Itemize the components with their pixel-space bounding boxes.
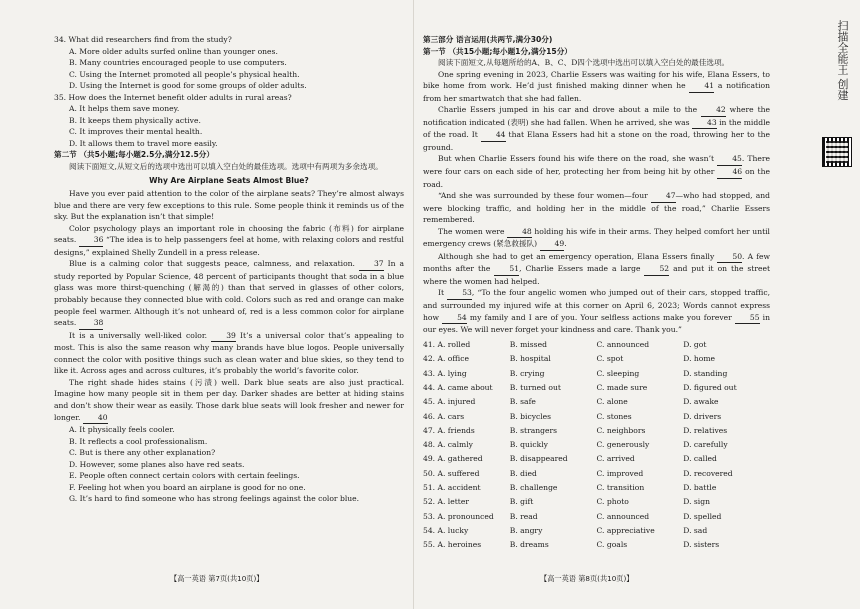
page-7-footer: 【高一英语 第7页(共10页)】 <box>170 574 264 583</box>
option-cell: C. sleeping <box>596 368 640 378</box>
option-cell: B. read <box>509 511 538 521</box>
blank-49: 49 <box>540 238 565 251</box>
cloze-options-table <box>423 338 770 552</box>
choice-d: D. However, some planes also have red seats. <box>69 459 245 469</box>
option-cell: 44. A. came about <box>423 382 493 392</box>
option-cell: C. arrived <box>596 454 635 464</box>
option-cell: 51. A. accident <box>423 483 481 493</box>
paragraph-3: Blue is a calming color that suggests peace, calmness, and relaxation. 37 In a study reported by Popular Science, 48 percent of participants thought that soda in a blue glass was more thirst-quenching (解渴的) than that served in glasses of other colors, probably because they connected blue with cold. Colors such as red and orange can make people feel warmer. Although it’s not unheard of, red is a less common color for airplane seats. 38 <box>54 258 404 329</box>
option-cell: 52. A. letter <box>423 497 469 507</box>
option-row <box>423 352 770 366</box>
blank-45: 45 <box>717 153 742 166</box>
option-row <box>423 338 770 352</box>
option-cell: B. missed <box>509 340 547 350</box>
option-cell: B. challenge <box>509 483 558 493</box>
option-cell: D. home <box>683 354 716 364</box>
q34-option-b: B. Many countries encouraged people to use computers. <box>69 58 287 68</box>
blank-51: 51 <box>494 263 519 276</box>
option-cell: 55. A. heroines <box>423 540 482 550</box>
option-cell: 49. A. gathered <box>423 454 483 464</box>
cloze-paragraph-3: But when Charlie Essers found his wife there on the road, she wasn’t 45. There were four cars on each side of her, protecting her from being hit by other 46 on the road. <box>423 154 770 189</box>
page-8-footer: 【高一英语 第8页(共10页)】 <box>540 574 634 583</box>
option-cell: 47. A. friends <box>423 425 475 435</box>
option-row <box>423 538 770 552</box>
option-cell: B. strangers <box>509 425 558 435</box>
option-cell: D. sign <box>683 497 710 507</box>
blank-50: 50 <box>717 251 742 264</box>
option-cell: 54. A. lucky <box>423 525 469 535</box>
option-cell: B. quickly <box>509 440 548 450</box>
blank-55: 55 <box>735 312 760 325</box>
option-cell: B. dreams <box>509 540 549 550</box>
option-cell: 45. A. injured <box>423 397 476 407</box>
option-cell: C. generously <box>596 440 650 450</box>
blank-52: 52 <box>644 263 669 276</box>
option-cell: B. crying <box>509 368 545 378</box>
blank-37: 37 <box>359 258 384 271</box>
choice-f: F. Feeling hot when you board an airplane is good for no one. <box>69 482 306 492</box>
blank-41: 41 <box>689 80 714 93</box>
option-cell: C. announced <box>596 340 650 350</box>
scanner-watermark: 扫描全能王 创建 <box>836 20 849 101</box>
blank-36: 36 <box>79 234 104 247</box>
option-cell: 48. A. calmly <box>423 440 473 450</box>
choice-b: B. It reflects a cool professionalism. <box>69 436 208 446</box>
blank-46: 46 <box>717 166 742 179</box>
option-cell: B. bicycles <box>509 411 552 421</box>
option-cell: D. recovered <box>683 468 733 478</box>
blank-54: 54 <box>442 312 467 325</box>
option-cell: D. battle <box>683 483 717 493</box>
cloze-paragraph-2: Charlie Essers jumped in his car and drove about a mile to the 42 where the notification indicated (表明) she had fallen. When he arrived, she was 43 in the middle of the road. It 44 that Elana Essers had hit a stone on the road, throwing her to the ground. <box>423 105 771 152</box>
option-cell: C. appreciative <box>596 525 655 535</box>
cloze-paragraph-1: One spring evening in 2023, Charlie Essers was waiting for his wife, Elana Essers, to bike home from work. He’d just finished making dinner when he 41 a notification from her smartwatch that she had fallen. <box>423 69 770 103</box>
option-cell: D. drivers <box>683 411 722 421</box>
option-row <box>423 466 770 480</box>
choice-e: E. People often connect certain colors with certain feelings. <box>69 471 300 481</box>
section-1-instructions: 阅读下面短文,从每题所给的A、B、C、D四个选项中选出可以填入空白处的最佳选项。 <box>438 58 730 68</box>
option-cell: B. hospital <box>509 354 551 364</box>
option-cell: D. figured out <box>683 382 737 392</box>
option-cell: 42. A. office <box>423 354 469 364</box>
option-cell: 41. A. rolled <box>423 340 471 350</box>
option-cell: D. called <box>683 454 717 464</box>
blank-42: 42 <box>701 104 726 117</box>
question-35: 35. How does the Internet benefit older adults in rural areas? <box>54 92 292 102</box>
option-cell: 53. A. pronounced <box>423 511 494 521</box>
option-row <box>423 381 770 395</box>
option-cell: C. alone <box>596 397 628 407</box>
option-cell: B. angry <box>509 525 543 535</box>
option-cell: C. spot <box>596 354 624 364</box>
option-cell: D. relatives <box>683 425 728 435</box>
page-spine <box>413 0 414 609</box>
blank-43: 43 <box>692 117 717 130</box>
section-1-heading: 第一节 （共15小题;每小题1分,满分15分） <box>423 46 572 56</box>
option-cell: 50. A. suffered <box>423 468 480 478</box>
choice-c: C. But is there any other explanation? <box>69 448 216 458</box>
blank-38: 38 <box>79 317 104 330</box>
option-cell: D. spelled <box>683 511 722 521</box>
blank-39: 39 <box>211 330 236 343</box>
option-cell: C. goals <box>596 540 628 550</box>
option-cell: D. sad <box>683 525 708 535</box>
right-column <box>423 34 770 552</box>
choice-g: G. It’s hard to find someone who has strong feelings against the color blue. <box>69 494 360 504</box>
option-cell: C. neighbors <box>596 425 646 435</box>
question-34: 34. What did researchers find from the study? <box>54 35 232 44</box>
paragraph-1: Have you ever paid attention to the color of the airplane seats? They’re almost always blue and there are very few exceptions to this rule. Some people think it reminds us of the sky. But the explanation isn’t that simple! <box>54 189 404 222</box>
option-row <box>423 438 770 452</box>
option-cell: B. turned out <box>509 382 561 392</box>
q35-option-a: A. It helps them save money. <box>69 104 180 114</box>
choice-a: A. It physically feels cooler. <box>69 425 175 435</box>
q35-option-c: C. It improves their mental health. <box>69 127 203 137</box>
option-cell: B. safe <box>509 397 536 407</box>
option-cell: D. sisters <box>683 540 720 550</box>
option-row <box>423 423 770 437</box>
option-cell: 43. A. lying <box>423 368 467 378</box>
option-cell: C. announced <box>596 511 650 521</box>
cloze-paragraph-4: “And she was surrounded by these four women—four 47—who had stopped, and were blocking traffic, and holding her in the middle of the road,” Charlie Essers remembered. <box>423 191 770 225</box>
option-cell: B. died <box>509 468 537 478</box>
blank-44: 44 <box>481 129 506 142</box>
q34-option-d: D. Using the Internet is good for some groups of older adults. <box>69 81 307 91</box>
blank-53: 53 <box>447 287 472 300</box>
option-cell: 46. A. cars <box>423 411 465 421</box>
option-cell: C. photo <box>596 497 629 507</box>
blank-48: 48 <box>507 226 532 239</box>
paragraph-2: Color psychology plays an important role in choosing the fabric (布料) for airplane seats. 36 “The idea is to help passengers feel at home, with relaxing colors and restful designs,” explained Shelly Zundell in a press release. <box>54 223 404 257</box>
paragraph-4: It is a universally well-liked color. 39 It’s a universal color that’s appealing to most. This is also the same reason why many brands have blue logos. People universally connect the color with positive things such as clean water and blue skies, so they tend to like it. Across ages and across cultures, it’s probably the world’s favorite color. <box>54 330 404 376</box>
blank-47: 47 <box>651 190 676 203</box>
section-2-instructions: 阅读下面短文,从短文后的选项中选出可以填入空白处的最佳选项。选项中有两项为多余选项。 <box>69 162 383 172</box>
paragraph-5: The right shade hides stains (污渍) well. Dark blue seats are also just practical. Imagine how many people sit in them per day. Darker shades are better at hiding stains and don’t show their wear as easily. Those dark blue seats will look fresher and newer for longer. 40 <box>54 377 404 424</box>
option-cell: C. made sure <box>596 382 648 392</box>
option-row <box>423 495 770 509</box>
option-cell: D. standing <box>683 368 728 378</box>
cloze-paragraph-6: Although she had to get an emergency operation, Elana Essers finally 50. A few months after the 51, Charlie Essers made a large 52 and put it on the street where the women had helped. <box>423 251 771 286</box>
option-row <box>423 395 770 409</box>
option-cell: C. improved <box>596 468 644 478</box>
option-cell: D. got <box>683 340 707 350</box>
q35-option-b: B. It keeps them physically active. <box>69 115 201 125</box>
option-row <box>423 452 770 466</box>
part-3-heading: 第三部分 语言运用(共两节,满分30分) <box>423 35 553 44</box>
cloze-paragraph-5: The women were 48 holding his wife in their arms. They helped comfort her until emergency crews (紧急救援队) 49. <box>423 226 770 251</box>
option-cell: C. stones <box>596 411 632 421</box>
option-row <box>423 366 770 380</box>
qr-code-icon <box>822 137 852 167</box>
q34-option-c: C. Using the Internet promoted all people’s physical health. <box>69 69 300 79</box>
blank-40: 40 <box>83 412 108 425</box>
q34-option-a: A. More older adults surfed online than younger ones. <box>69 46 278 56</box>
option-row <box>423 524 770 538</box>
option-cell: D. awake <box>683 397 719 407</box>
option-cell: C. transition <box>596 483 645 493</box>
option-row <box>423 409 770 423</box>
section-2-heading: 第二节 （共5小题;每小题2.5分,满分12.5分） <box>54 150 214 160</box>
option-cell: B. gift <box>509 497 534 507</box>
option-cell: D. carefully <box>683 440 728 450</box>
left-column <box>54 34 404 505</box>
option-row <box>423 509 770 523</box>
q35-option-d: D. It allows them to travel more easily. <box>69 138 218 148</box>
cloze-paragraph-7: It 53, “To the four angelic women who jumped out of their cars, stopped traffic, and surrounded my injured wife at this corner on April 6, 2023; Words cannot express how 54 my family and I are of you. Your selfless actions make you forever 55 in our eyes. We will never forget your kindness and care. Thank you.” <box>423 288 771 335</box>
passage-title: Why Are Airplane Seats Almost Blue? <box>149 175 309 185</box>
option-row <box>423 481 770 495</box>
option-cell: B. disappeared <box>509 454 568 464</box>
